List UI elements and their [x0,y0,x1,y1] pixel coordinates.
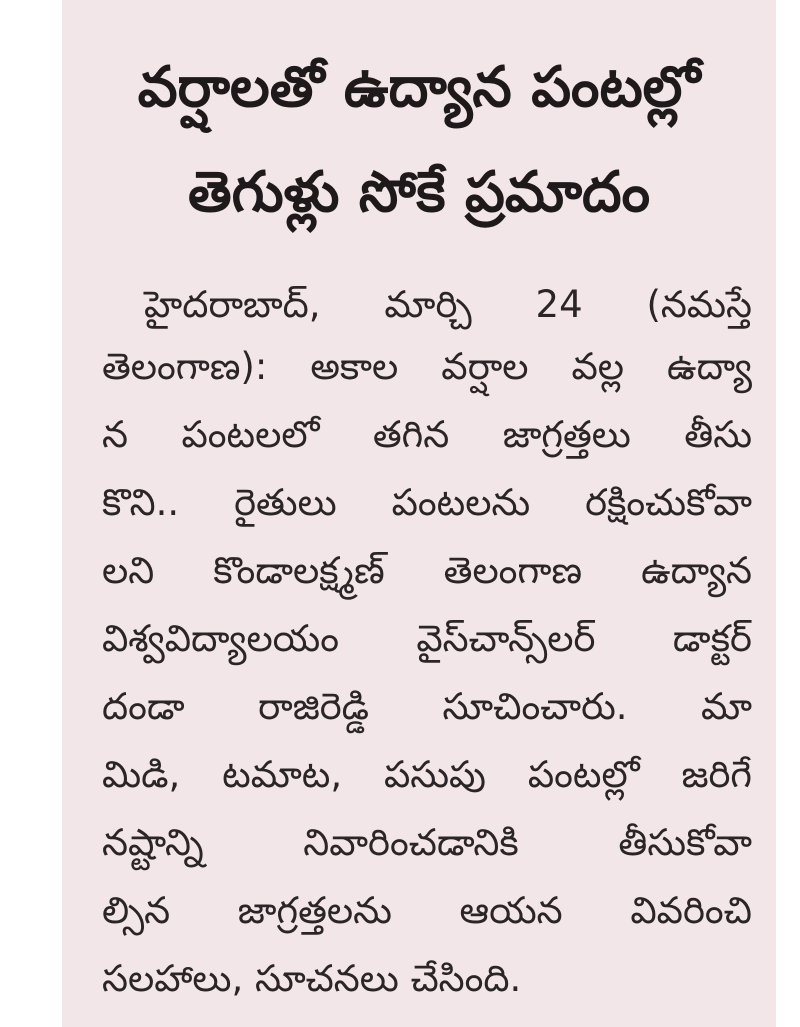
body-line: విశ్వవిద్యాలయం వైస్‌చాన్స్‌లర్ డాక్టర్ [102,617,752,660]
body-line: సలహాలు, సూచనలు చేసింది. [102,957,522,1000]
headline-line-1: వర్షాలతో ఉద్యాన పంటల్లో [137,55,701,120]
body-line: తెలంగాణ): అకాల వర్షాల వల్ల ఉద్యా [102,345,752,388]
body-line: న పంటలలో తగిన జాగ్రత్తలు తీసు [102,413,752,456]
body-line: దండా రాజిరెడ్డి సూచించారు. మా [102,685,752,728]
body-line: నష్టాన్ని నివారించడానికి తీసుకోవా [102,821,752,864]
body-line: హైదరాబాద్, మార్చి 24 (నమస్తే [144,283,752,326]
body-line: కొని.. రైతులు పంటలను రక్షించుకోవా [102,481,752,524]
body-line: మిడి, టమాట, పసుపు పంటల్లో జరిగే [102,753,752,796]
headline-line-2: తెగుళ్లు సోకే ప్రమాదం [188,160,650,225]
body-line: ల్సిన జాగ్రత్తలను ఆయన వివరించి [102,889,752,932]
newspaper-clipping [62,0,776,1027]
body-line: లని కొండాలక్ష్మణ్ తెలంగాణ ఉద్యాన [102,549,752,592]
